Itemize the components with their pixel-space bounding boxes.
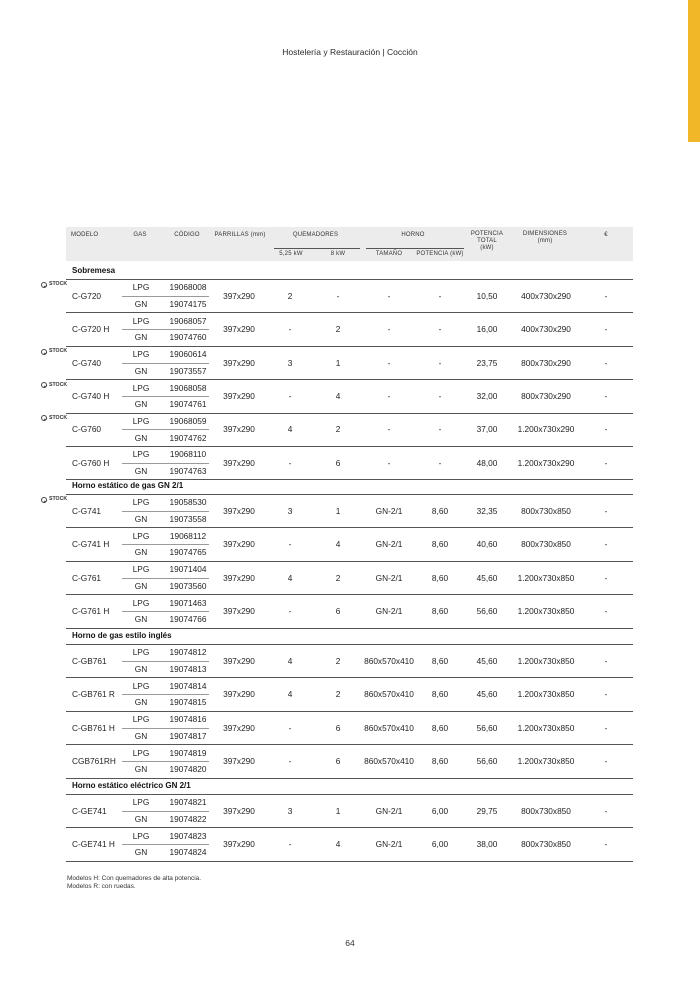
precio-value: - [604, 390, 608, 401]
horno-potencia-value: 8,60 [431, 605, 449, 616]
col-header-potencia-horno: POTENCIA (kW) [416, 251, 464, 257]
horno-potencia-value: - [438, 324, 442, 335]
section-rule [66, 794, 633, 795]
precio-value: - [604, 505, 608, 516]
gas-type: GN [134, 399, 148, 410]
stock-check-icon [41, 382, 47, 388]
horno-potencia-value: 8,60 [431, 505, 449, 516]
page-number: 64 [345, 938, 355, 948]
gas-type: GN [134, 697, 148, 708]
stock-label: STOCK [49, 414, 68, 421]
stock-check-icon [41, 415, 47, 421]
product-model: C-G761 [72, 572, 102, 583]
quemador-8-value: 1 [335, 357, 341, 368]
gas-row-divider [122, 296, 209, 297]
gas-row-divider [122, 429, 209, 430]
dimensiones-value: 1.200x730x850 [517, 722, 575, 733]
stock-badge [41, 415, 67, 422]
gas-type: GN [134, 664, 148, 675]
gas-row-divider [122, 463, 209, 464]
gas-row-divider [122, 329, 209, 330]
section-rule [66, 644, 633, 645]
quemador-8-value: 4 [335, 839, 341, 850]
parrillas-value: 397x290 [223, 290, 255, 301]
gas-type: GN [134, 514, 148, 525]
quemador-525-value: 2 [287, 290, 293, 301]
product-code: 19074814 [169, 680, 207, 691]
product-model: C-G740 H [72, 390, 110, 401]
gas-type: GN [134, 730, 148, 741]
potencia-total-value: 56,60 [476, 722, 498, 733]
product-code: 19068008 [169, 282, 207, 293]
quemador-525-value: - [288, 390, 292, 401]
gas-type: GN [134, 365, 148, 376]
horno-tamano-value: - [387, 324, 391, 335]
product-model: C-G720 [72, 290, 102, 301]
gas-row-divider [122, 661, 209, 662]
quemador-525-value: 3 [287, 357, 293, 368]
stock-badge [41, 348, 67, 355]
parrillas-value: 397x290 [223, 839, 255, 850]
product-code: 19068059 [169, 415, 207, 426]
parrillas-value: 397x290 [223, 655, 255, 666]
potencia-total-line-3: (kW) [480, 245, 494, 251]
potencia-total-value: 56,60 [476, 605, 498, 616]
precio-value: - [604, 805, 608, 816]
gas-type: LPG [132, 497, 150, 508]
dimensiones-value: 1.200x730x850 [517, 755, 575, 766]
product-code: 19074820 [169, 764, 207, 775]
potencia-total-value: 56,60 [476, 755, 498, 766]
gas-row-divider [122, 578, 209, 579]
quemador-8-value: 6 [335, 457, 341, 468]
gas-type: LPG [132, 449, 150, 460]
precio-value: - [604, 539, 608, 550]
product-code: 19068057 [169, 315, 207, 326]
stock-label: STOCK [49, 281, 68, 288]
horno-tamano-value: - [387, 457, 391, 468]
product-code: 19074824 [169, 847, 207, 858]
product-row-rule [66, 527, 633, 528]
dimensiones-value: 800x730x850 [521, 505, 571, 516]
horno-potencia-value: 6,00 [431, 805, 449, 816]
dimensiones-value: 800x730x290 [521, 390, 571, 401]
gas-type: LPG [132, 315, 150, 326]
horno-tamano-value: - [387, 357, 391, 368]
horno-tamano-value: 860x570x410 [364, 655, 414, 666]
gas-type: LPG [132, 415, 150, 426]
gas-row-divider [122, 728, 209, 729]
quemador-525-value: - [288, 755, 292, 766]
parrillas-value: 397x290 [223, 539, 255, 550]
horno-tamano-value: GN-2/1 [375, 572, 403, 583]
stock-label: STOCK [49, 348, 68, 355]
quemador-8-value: 2 [335, 324, 341, 335]
section-title: Horno de gas estilo inglés [72, 631, 172, 640]
product-code: 19074813 [169, 664, 207, 675]
quemador-8-value: 2 [335, 572, 341, 583]
dimensiones-value: 1.200x730x290 [517, 457, 575, 468]
dimensiones-value: 400x730x290 [521, 324, 571, 335]
dimensiones-value: 800x730x290 [521, 357, 571, 368]
product-model: C-GB761 H [72, 722, 115, 733]
product-model: C-G760 [72, 424, 102, 435]
horno-potencia-value: 8,60 [431, 722, 449, 733]
quemador-525-value: - [288, 324, 292, 335]
horno-potencia-value: - [438, 390, 442, 401]
product-code: 19071463 [169, 597, 207, 608]
horno-potencia-value: 8,60 [431, 689, 449, 700]
precio-value: - [604, 357, 608, 368]
product-model: C-G760 H [72, 457, 110, 468]
parrillas-value: 397x290 [223, 357, 255, 368]
horno-potencia-value: - [438, 424, 442, 435]
quemador-525-value: 4 [287, 689, 293, 700]
dimensiones-value: 1.200x730x850 [517, 572, 575, 583]
product-model: C-GB761 [72, 655, 107, 666]
quemador-525-value: - [288, 457, 292, 468]
quemador-525-value: 4 [287, 572, 293, 583]
potencia-total-line-2: TOTAL [477, 238, 497, 244]
product-code: 19068110 [169, 449, 207, 460]
product-code: 19074762 [169, 432, 207, 443]
potencia-total-value: 37,00 [476, 424, 498, 435]
gas-row-divider [122, 511, 209, 512]
product-row-rule [66, 778, 633, 779]
precio-value: - [604, 605, 608, 616]
potencia-total-value: 45,60 [476, 572, 498, 583]
potencia-total-value: 29,75 [476, 805, 498, 816]
stock-check-icon [41, 349, 47, 355]
product-code: 19074766 [169, 614, 207, 625]
gas-type: GN [134, 466, 148, 477]
parrillas-value: 397x290 [223, 324, 255, 335]
quemador-8-value: 1 [335, 505, 341, 516]
quemador-8-value: 2 [335, 424, 341, 435]
potencia-total-line-1: POTENCIA [470, 231, 504, 237]
horno-tamano-value: GN-2/1 [375, 839, 403, 850]
stock-badge [41, 496, 67, 503]
horno-tamano-value: - [387, 290, 391, 301]
precio-value: - [604, 689, 608, 700]
col-header-modelo: MODELO [71, 232, 99, 238]
quemador-8-value: 2 [335, 655, 341, 666]
product-model: C-G741 H [72, 539, 110, 550]
precio-value: - [604, 722, 608, 733]
quemador-8-value: 6 [335, 755, 341, 766]
gas-row-divider [122, 544, 209, 545]
gas-type: LPG [132, 680, 150, 691]
product-row-rule [66, 346, 633, 347]
precio-value: - [604, 424, 608, 435]
product-code: 19074175 [169, 299, 207, 310]
product-row-rule [66, 561, 633, 562]
product-row-rule [66, 628, 633, 629]
product-code: 19074823 [169, 830, 207, 841]
product-code: 19073558 [169, 514, 207, 525]
product-code: 19074763 [169, 466, 207, 477]
gas-type: GN [134, 432, 148, 443]
horno-divider [366, 248, 464, 249]
product-row-rule [66, 413, 633, 414]
product-code: 19074765 [169, 547, 207, 558]
horno-potencia-value: - [438, 290, 442, 301]
quemador-525-value: - [288, 605, 292, 616]
gas-type: LPG [132, 597, 150, 608]
horno-tamano-value: - [387, 390, 391, 401]
product-row-rule [66, 744, 633, 745]
product-code: 19074822 [169, 814, 207, 825]
product-code: 19074816 [169, 714, 207, 725]
product-code: 19074819 [169, 747, 207, 758]
product-row-rule [66, 594, 633, 595]
quemador-8-value: 1 [335, 805, 341, 816]
potencia-total-value: 32,00 [476, 390, 498, 401]
gas-type: LPG [132, 714, 150, 725]
horno-tamano-value: 860x570x410 [364, 689, 414, 700]
section-tab-marker [688, 0, 700, 142]
product-row-rule [66, 677, 633, 678]
gas-type: LPG [132, 564, 150, 575]
dimensiones-value: 1.200x730x850 [517, 655, 575, 666]
gas-row-divider [122, 761, 209, 762]
product-code: 19074821 [169, 797, 207, 808]
parrillas-value: 397x290 [223, 689, 255, 700]
potencia-total-value: 45,60 [476, 655, 498, 666]
quemadores-divider [274, 248, 360, 249]
potencia-total-value: 38,00 [476, 839, 498, 850]
quemador-525-value: - [288, 539, 292, 550]
horno-potencia-value: 8,60 [431, 539, 449, 550]
dimensiones-value: 1.200x730x290 [517, 424, 575, 435]
gas-row-divider [122, 363, 209, 364]
col-header-q2: 8 kW [330, 251, 346, 257]
horno-potencia-value: - [438, 457, 442, 468]
gas-type: LPG [132, 382, 150, 393]
footnote-modelos-r: Modelos R: con ruedas. [67, 883, 136, 890]
gas-type: GN [134, 814, 148, 825]
product-code: 19074760 [169, 332, 207, 343]
parrillas-value: 397x290 [223, 572, 255, 583]
gas-type: LPG [132, 349, 150, 360]
product-model: C-GE741 H [72, 839, 115, 850]
potencia-total-value: 23,75 [476, 357, 498, 368]
parrillas-value: 397x290 [223, 390, 255, 401]
gas-type: GN [134, 580, 148, 591]
product-row-rule [66, 861, 633, 862]
product-model: C-G740 [72, 357, 102, 368]
section-rule [66, 279, 633, 280]
potencia-total-value: 32,35 [476, 505, 498, 516]
product-code: 19074812 [169, 647, 207, 658]
col-header-dimensiones [513, 231, 577, 245]
page-header-title: Hostelería y Restauración | Cocción [282, 47, 418, 57]
parrillas-value: 397x290 [223, 424, 255, 435]
parrillas-value: 397x290 [223, 505, 255, 516]
product-row-rule [66, 446, 633, 447]
potencia-total-value: 10,50 [476, 290, 498, 301]
col-header-q1: 5,25 kW [279, 251, 303, 257]
product-code: 19058530 [169, 497, 207, 508]
gas-type: GN [134, 332, 148, 343]
product-model: CGB761RH [72, 755, 116, 766]
quemador-8-value: - [336, 290, 340, 301]
stock-badge [41, 281, 67, 288]
product-code: 19073557 [169, 365, 207, 376]
product-code: 19071404 [169, 564, 207, 575]
potencia-total-value: 40,60 [476, 539, 498, 550]
section-title: Horno estático de gas GN 2/1 [72, 481, 184, 490]
horno-potencia-value: 8,60 [431, 572, 449, 583]
col-header-tamano: TAMAÑO [375, 251, 403, 257]
gas-type: GN [134, 299, 148, 310]
product-row-rule [66, 827, 633, 828]
horno-tamano-value: GN-2/1 [375, 505, 403, 516]
gas-type: LPG [132, 747, 150, 758]
product-row-rule [66, 711, 633, 712]
col-header-potencia-total [467, 231, 507, 252]
gas-row-divider [122, 694, 209, 695]
horno-tamano-value: 860x570x410 [364, 722, 414, 733]
potencia-total-value: 45,60 [476, 689, 498, 700]
quemador-8-value: 6 [335, 722, 341, 733]
product-row-rule [66, 312, 633, 313]
horno-potencia-value: - [438, 357, 442, 368]
stock-label: STOCK [49, 496, 68, 503]
col-header-precio: € [604, 232, 608, 238]
dimensiones-value: 1.200x730x850 [517, 605, 575, 616]
precio-value: - [604, 457, 608, 468]
product-code: 19068112 [169, 530, 207, 541]
quemador-525-value: 3 [287, 805, 293, 816]
dimensiones-value: 1.200x730x850 [517, 689, 575, 700]
product-row-rule [66, 379, 633, 380]
horno-tamano-value: GN-2/1 [375, 605, 403, 616]
product-model: C-GE741 [72, 805, 107, 816]
stock-check-icon [41, 497, 47, 503]
horno-tamano-value: GN-2/1 [375, 805, 403, 816]
gas-type: LPG [132, 830, 150, 841]
product-model: C-GB761 R [72, 689, 115, 700]
gas-type: LPG [132, 647, 150, 658]
parrillas-value: 397x290 [223, 605, 255, 616]
gas-row-divider [122, 811, 209, 812]
horno-potencia-value: 8,60 [431, 755, 449, 766]
potencia-total-value: 48,00 [476, 457, 498, 468]
potencia-total-value: 16,00 [476, 324, 498, 335]
product-code: 19073560 [169, 580, 207, 591]
col-header-codigo: CÓDIGO [174, 232, 200, 238]
product-model: C-G741 [72, 505, 102, 516]
parrillas-value: 397x290 [223, 722, 255, 733]
col-header-parrillas: PARRILLAS (mm) [214, 232, 266, 238]
precio-value: - [604, 839, 608, 850]
precio-value: - [604, 572, 608, 583]
precio-value: - [604, 655, 608, 666]
precio-value: - [604, 290, 608, 301]
product-code: 19074817 [169, 730, 207, 741]
quemador-525-value: 4 [287, 424, 293, 435]
precio-value: - [604, 755, 608, 766]
dimensiones-value: 800x730x850 [521, 539, 571, 550]
gas-type: GN [134, 614, 148, 625]
product-code: 19074815 [169, 697, 207, 708]
quemador-8-value: 2 [335, 689, 341, 700]
gas-row-divider [122, 844, 209, 845]
horno-potencia-value: 6,00 [431, 839, 449, 850]
dimensiones-value: 400x730x290 [521, 290, 571, 301]
gas-row-divider [122, 396, 209, 397]
footnote-modelos-h: Modelos H: Con quemadores de alta potencia. [67, 875, 202, 882]
horno-tamano-value: GN-2/1 [375, 539, 403, 550]
horno-tamano-value: 860x570x410 [364, 755, 414, 766]
quemador-525-value: - [288, 839, 292, 850]
precio-value: - [604, 324, 608, 335]
stock-badge [41, 382, 67, 389]
section-rule [66, 494, 633, 495]
horno-tamano-value: - [387, 424, 391, 435]
product-code: 19074761 [169, 399, 207, 410]
stock-check-icon [41, 282, 47, 288]
parrillas-value: 397x290 [223, 755, 255, 766]
quemador-525-value: 3 [287, 505, 293, 516]
parrillas-value: 397x290 [223, 457, 255, 468]
gas-type: GN [134, 847, 148, 858]
quemador-8-value: 4 [335, 390, 341, 401]
dimensiones-value: 800x730x850 [521, 805, 571, 816]
gas-type: GN [134, 764, 148, 775]
section-title: Sobremesa [72, 266, 116, 275]
dimensiones-value: 800x730x850 [521, 839, 571, 850]
quemador-8-value: 4 [335, 539, 341, 550]
product-code: 19068058 [169, 382, 207, 393]
product-model: C-G720 H [72, 324, 110, 335]
stock-label: STOCK [49, 381, 68, 388]
gas-type: LPG [132, 282, 150, 293]
gas-type: LPG [132, 797, 150, 808]
gas-type: LPG [132, 530, 150, 541]
gas-row-divider [122, 611, 209, 612]
col-header-gas: GAS [133, 232, 147, 238]
quemador-8-value: 6 [335, 605, 341, 616]
table-header [66, 227, 633, 261]
col-header-quemadores: QUEMADORES [292, 232, 339, 238]
product-model: C-G761 H [72, 605, 110, 616]
product-code: 19060614 [169, 349, 207, 360]
col-header-horno: HORNO [401, 232, 425, 238]
dimensiones-line-2: (mm) [537, 238, 553, 244]
dimensiones-line-1: DIMENSIONES [522, 231, 568, 237]
quemador-525-value: 4 [287, 655, 293, 666]
horno-potencia-value: 8,60 [431, 655, 449, 666]
quemador-525-value: - [288, 722, 292, 733]
section-title: Horno estático eléctrico GN 2/1 [72, 781, 191, 790]
gas-type: GN [134, 547, 148, 558]
parrillas-value: 397x290 [223, 805, 255, 816]
